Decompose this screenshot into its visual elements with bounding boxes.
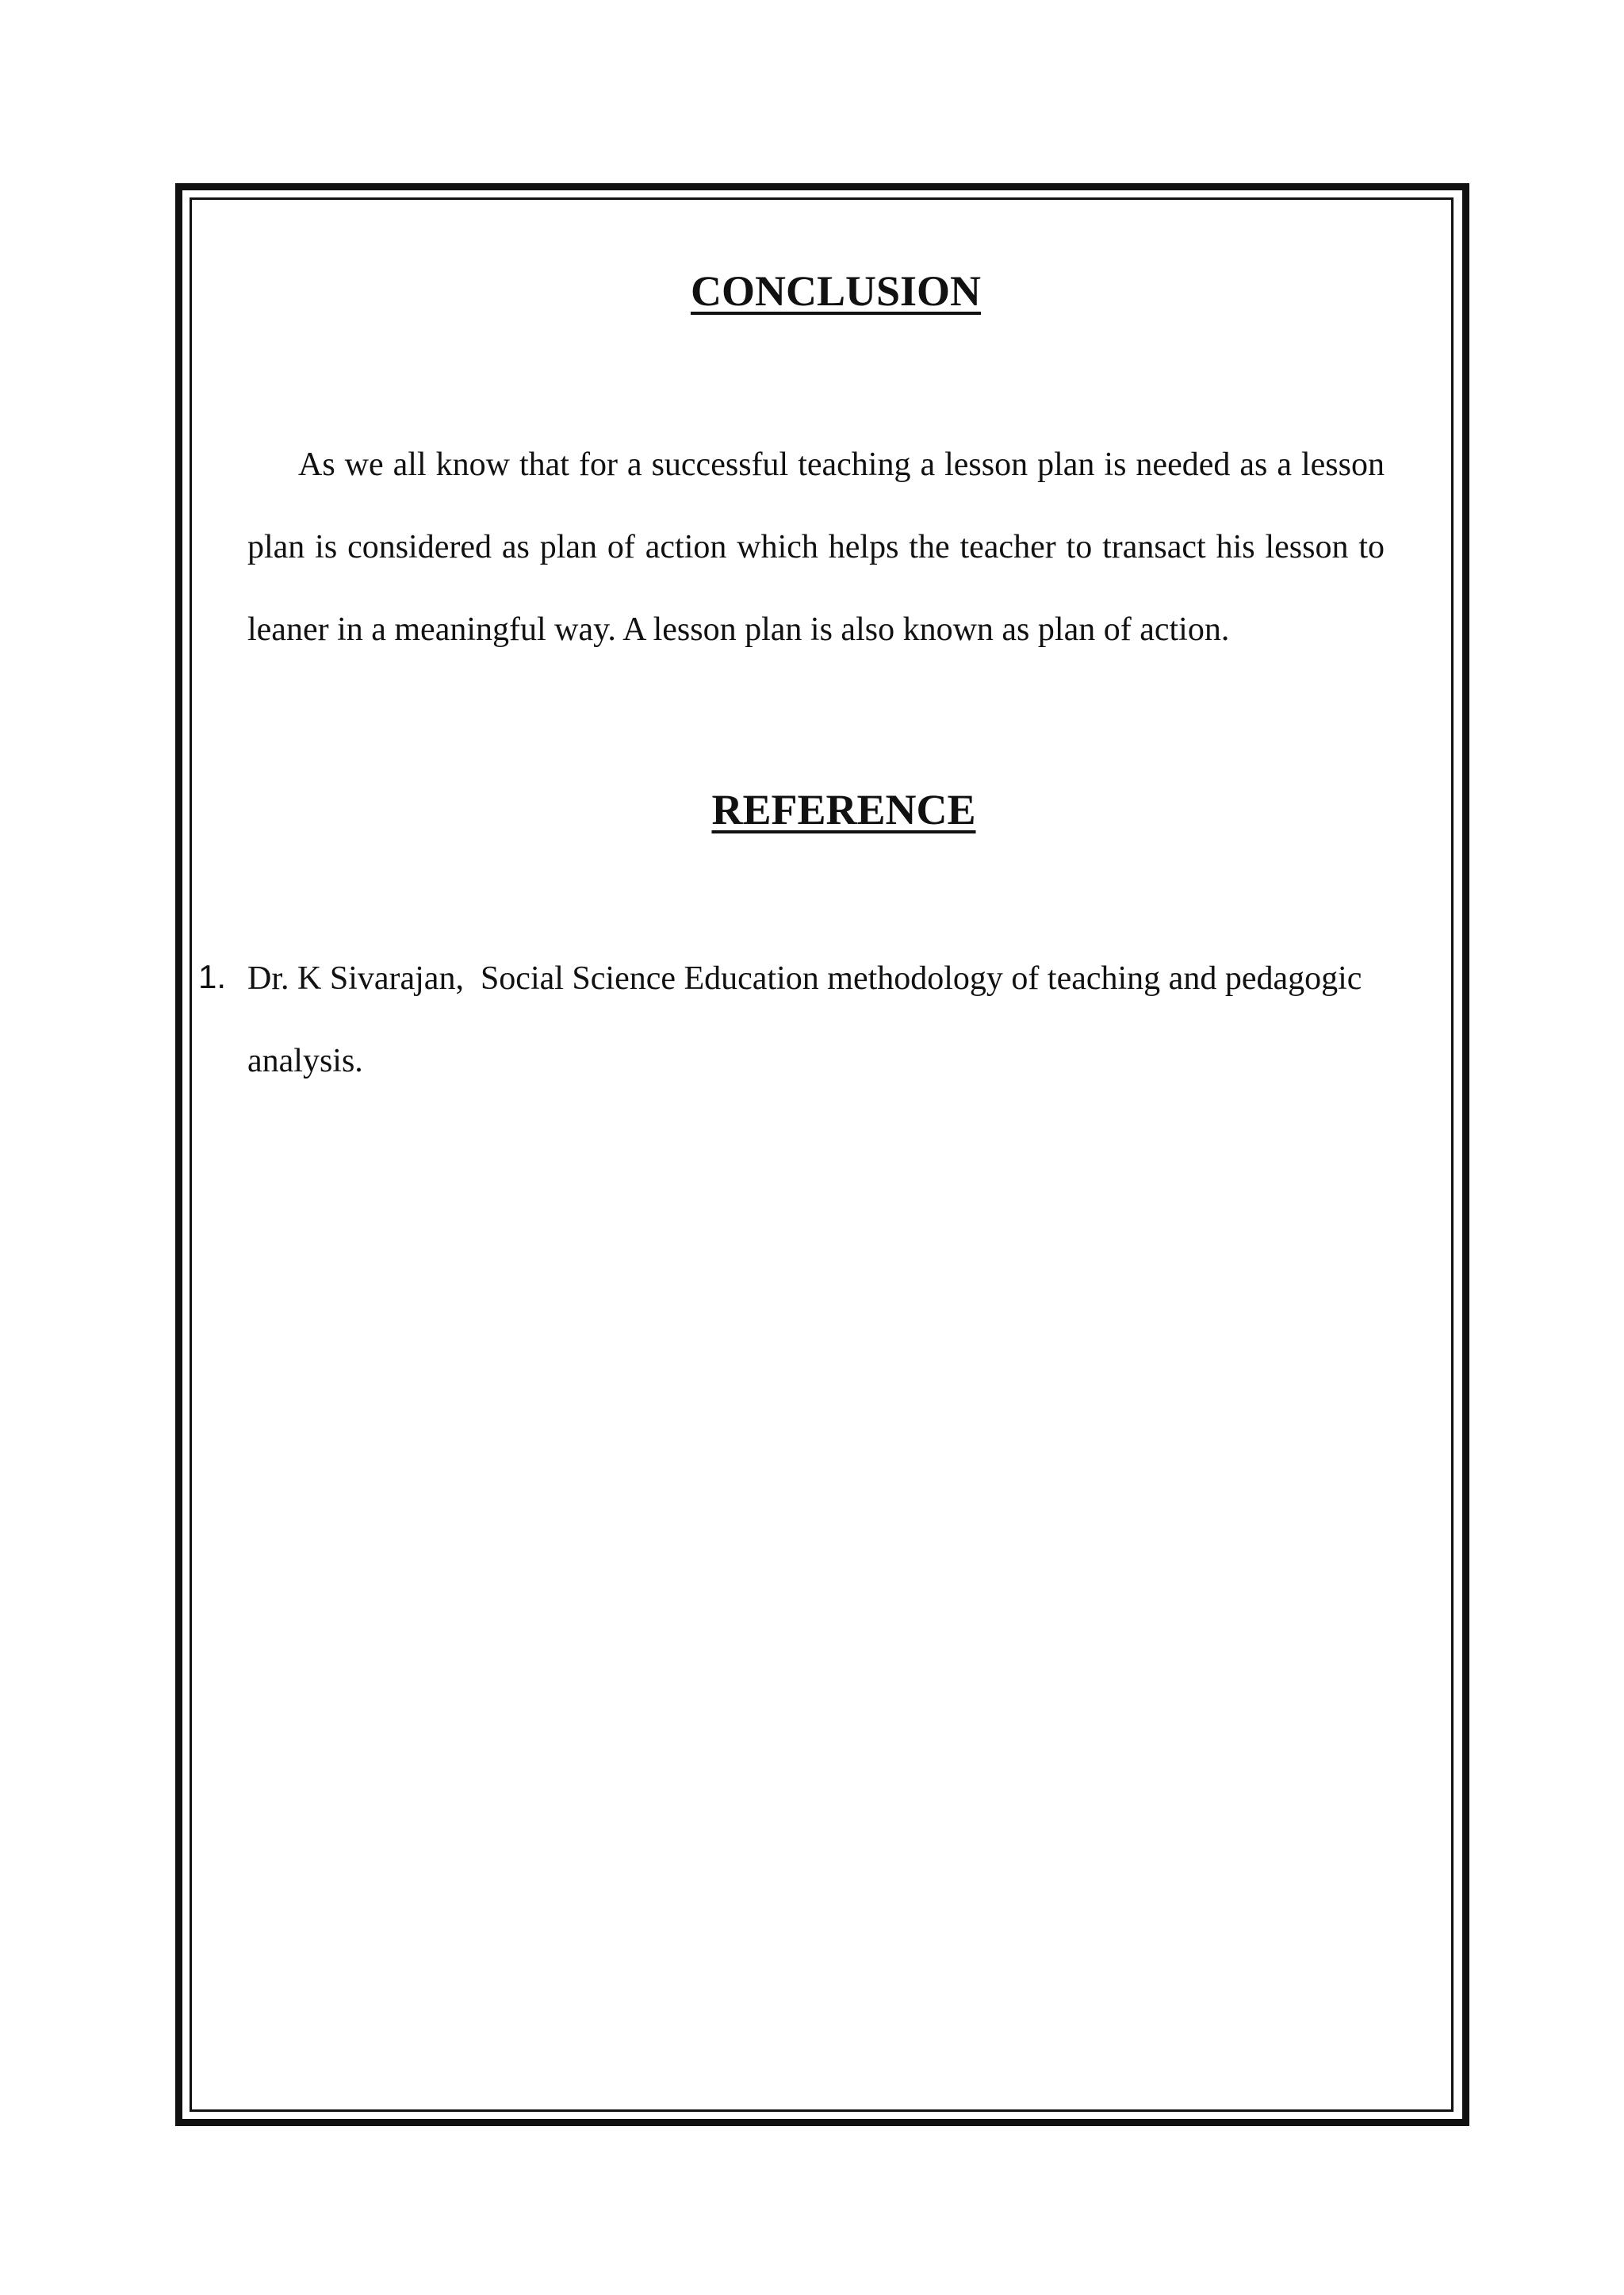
reference-heading: REFERENCE [711, 786, 976, 833]
reference-item-text: Dr. K Sivarajan, Social Science Education methodology of teaching and pedagogic analysis. [247, 960, 1379, 1079]
conclusion-paragraph: As we all know that for a successful teaching a lesson plan is needed as a lesson plan is considered as plan of action which helps the teacher to transact his lesson to leaner in a meaningful way. A lesson plan is also known as plan of action. [247, 446, 1385, 648]
reference-item-number: 1. [198, 958, 227, 995]
reference-item [198, 937, 1388, 1102]
conclusion-heading: CONCLUSION [690, 267, 982, 315]
reference-list [198, 937, 1388, 1102]
